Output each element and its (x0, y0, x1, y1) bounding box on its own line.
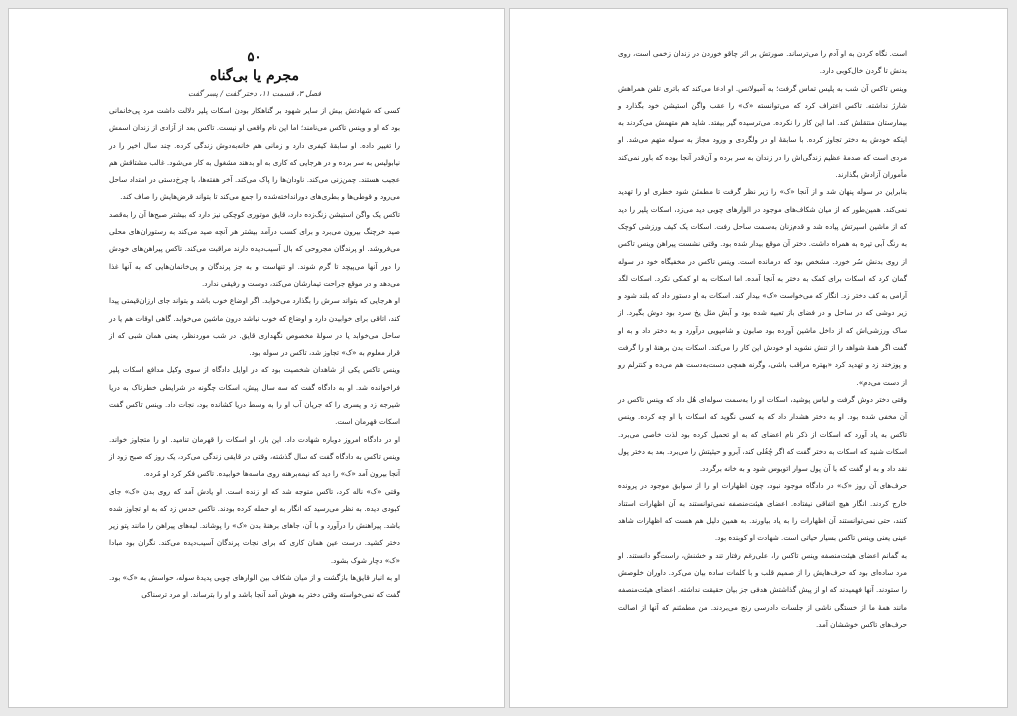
paragraph: وقتی دختر دوش گرفت و لباس پوشید، اسکات او را به‌سمت سوله‌ای هُل داد که وینس تاکس در آن مخفی شده بود. او به دختر هشدار داد که به کسی نگوید که اسکات با او چه کرده. وینس تاکس به یاد آورد که اسکات از ذکر نام اعضای که به او تحمیل کرده بود لذت خاصی می‌برد. اسکات شنید که اسکات به دختر گفت که اگر چُغُلی کند، آبرو و حیثیتش را می‌برد. بعد به دختر پول نقد داد و به او گفت که با آن پول سوار اتوبوس شود و به خانه برگردد. (618, 394, 907, 474)
paragraph: تاکس یک واگن استیشن زنگ‌زده دارد، قایق موتوری کوچکی نیز دارد که بیشتر صبح‌ها آن را به‌قصد صید خرچنگ بیرون می‌برد و برای کسب درآمد بیشتر هر آنچه صید می‌کند به رستوران‌های محلی می‌فروشد. او پرندگان مجروحی که بال آسیب‌دیده دارند مراقبت می‌کند. تاکس پیراهن‌های خودش را دور آنها می‌پیچد تا گرم شوند. او تنهاست و به جز پرندگان و پی‌خانمان‌هایی که به آنها غذا می‌دهد و در موقع جراحت تیمارشان می‌کند، دوست و رفیقی ندارد. (109, 209, 400, 288)
chapter-subtitle: فصل ۳، قسمت ۱۱، دختر گفت / پسر گفت (187, 89, 322, 98)
paragraph: او هرجایی که بتواند سرش را بگذارد می‌خوابد. اگر اوضاع خوب باشد و بتواند جای ارزان‌قیمتی پیدا کند، اتاقی برای خوابیدن دارد و اوضاع که خوب نباشد درون ماشین می‌خوابد. گاهی اوقات هم یا در ساحل می‌خوابد یا در سولهٔ مخصوص نگهداری قایق. در شب موردنظر، یعنی همان شبی که از قرار معلوم به «ک» تجاوز شد، تاکس در سوله بود. (109, 296, 400, 358)
right-page-content (618, 45, 907, 633)
chapter-number: ۵۰ (247, 50, 262, 65)
paragraph: حرف‌های آن روز «ک» در دادگاه موجود نبود، چون اظهارات او را از سوابق موجود در پرونده خارج کردند. انگار هیچ اتفاقی نیفتاده. اعضای هیئت‌منصفه نمی‌توانستند به آن اظهارات استناد کنند، حتی نمی‌توانستند آن اظهارات را به یاد بیاورند. به همین دلیل هم هست که اظهارات شاهد عینی یعنی وینس تاکس بسیار حیاتی است. شهادت او کوبنده بود. (618, 481, 907, 543)
right-page (509, 8, 1008, 708)
paragraph: بنابراین در سوله پنهان شد و از آنجا «ک» را زیر نظر گرفت تا مطمئن شود خطری او را تهدید نمی‌کند. همین‌طور که از میان شکاف‌های موجود در الوارهای چوبی دید می‌زد، اسکات پلیر را دید که از ماشین اسپرتش پیاده شد و قدم‌زنان به‌سمت ساحل رفت. اسکات یک کیف ورزشی کوچک به رنگ آبی تیره به همراه داشت. دختر آن موقع بیدار شده بود. وقتی نشست پیراهن وینس تاکس از روی بدنش سُر خورد. مشخص بود که درمانده است. وینس تاکس در مخفیگاه خود در سوله گمان کرد که اسکات برای کمک به دختر به آنجا آمده. اما اسکات به او کمکی نکرد. اسکات لگد آرامی به کف دختر زد. انگار که می‌خواست «ک» بیدار کند. اسکات به او دستور داد که بلند شود و زیر دوشی که در ساحل و در فضای باز تعبیه شده بود و آبش مثل یخ سرد بود دوش بگیرد. از ساک ورزشی‌اش که از داخل ماشین آورده بود صابون و شامپویی درآورد و به دختر داد و به او گفت اگر همهٔ شواهد را از تنش نشوید او خودش این کار را می‌کند. اسکات بدن برهنهٔ او را گرفت و پوزخند زد و تهدید کرد «بهتره مراقب باشی، وگرنه همچی دست‌به‌دست هم می‌ده و کنترلم رو از دست می‌دم». (618, 187, 907, 387)
paragraph: وینس تاکس یکی از شاهدان شخصیت بود که در اوایل دادگاه از سوی وکیل مدافع اسکات پلیر فراخوانده شد. او به دادگاه گفت که سه سال پیش، اسکات چگونه در شرایطی خطرناک به دریا شیرجه زد و پسری را که جریان آب او را به وسط دریا کشانده بود، نجات داد. وینس تاکس گفت اسکات قهرمان است. (109, 365, 400, 427)
paragraph: است. نگاه کردن به او آدم را می‌ترساند. صورتش بر اثر چاقو خوردن در زندان زخمی است، روی بدنش تا گردن خال‌کوبی دارد. (618, 49, 907, 76)
paragraph: وینس تاکس آن شب به پلیس تماس گرفت؛ به آمبولانس. او ادعا می‌کند که باتری تلفن همراهش شارژ نداشته. تاکس اعتراف کرد که می‌توانسته «ک» را عقب واگن استیشن خود بگذارد و بیمارستان منتقلش کند. اما این کار را نکرده. می‌ترسیده گیر بیفتد. شاید هم متهمش می‌کردند به اینکه خودش به دختر تجاوز کرده. با سابقهٔ او در ولگردی و ورود مجاز به سوله متهم می‌شد. او مردی است که صدمهٔ عظیم زندگی‌اش را در زندان به سر برده و آن‌قدر آنجا بوده که باور نمی‌کند مأموران آزادش بگذارند. (618, 83, 907, 180)
paragraph: او در دادگاه امروز دوباره شهادت داد. این بار، او اسکات را قهرمان تنامید. او را متجاوز خواند. وینس تاکس به دادگاه گفت که سال گذشته، وقتی در قایقی زندگی می‌کرد، یک روز که صبح زود از آنجا بیرون آمد «ک» را دید که نیمه‌برهنه روی ماسه‌ها خوابیده. تاکس فکر کرد او مُرده. (109, 434, 400, 479)
left-page-content (109, 49, 400, 604)
paragraph: او به انبار قایق‌ها بازگشت و از میان شکاف بین الوارهای چوبی پدیدهٔ سوله، حواسش به «ک» بود. گفت که نمی‌خواسته وقتی دختر به هوش آمد آنجا باشد و او را بترساند. او مرد ترسناکی (109, 573, 400, 600)
chapter-title: مجرم یا بی‌گناه (210, 68, 299, 84)
paragraph: کسی که شهادتش بیش از سایر شهود بر گناهکار بودن اسکات پلیر دلالت داشت مرد پی‌خانمانی بود که او و وینس تاکس می‌نامند؛ اما این نام واقعی او نیست. تاکس بعد از آزادی از زندان اسمش را تغییر داده. او سابقهٔ کیفری دارد و زمانی هم خانه‌به‌دوش زندگی کرده. چند سال اخیر را در نیابولیس به سر برده و در هرجایی که کاری به او بدهند مشغول به کار می‌شود. غالب مشتاقش هم عجیب هستند. چمن‌زنی می‌کند. ناودان‌ها را پاک می‌کند. آخر هفته‌ها، با چرخ‌دستی در امتداد ساحل می‌رود و قوطی‌ها و بطری‌های دورانداخته‌شده را جمع می‌کند تا بتواند قرض‌هایش را صاف کند. (109, 106, 400, 202)
paragraph: به گمانم اعضای هیئت‌منصفه وینس تاکس را، علی‌رغم رفتار تند و خشنش، راست‌گو دانستند. او مرد ساده‌ای بود که حرف‌هایش را از صمیم قلب و با کلمات ساده بیان می‌کرد. داوران خلوصش را ستودند. آنها فهمیدند که او از پیش گذاشتش هدفی جز بیان حقیقت نداشته. اعضای هیئت‌منصفه مانند همهٔ ما از خستگی ناشی از جلسات دادرسی رنج می‌بردند. من مطمئنم که آنها از اصالت حرف‌های تاکس خوششان آمد. (618, 550, 907, 629)
left-page (8, 8, 505, 708)
paragraph: وقتی «ک» ناله کرد، تاکس متوجه شد که او زنده است. او یادش آمد که روی بدن «ک» جای کبودی دیده. به نظر می‌رسید که انگار به او حمله کرده بودند. تاکس حدس زد که به او تجاوز شده باشد. پیراهنش را درآورد و با آن، جاهای برهنهٔ بدن «ک» را پوشاند. لبه‌های پیراهن را مانند پتو زیر دختر کشید. درست عین همان کاری که برای نجات پرندگان آسیب‌دیده می‌کند. نگران بود مبادا «ک» دچار شوک بشود. (109, 486, 400, 565)
